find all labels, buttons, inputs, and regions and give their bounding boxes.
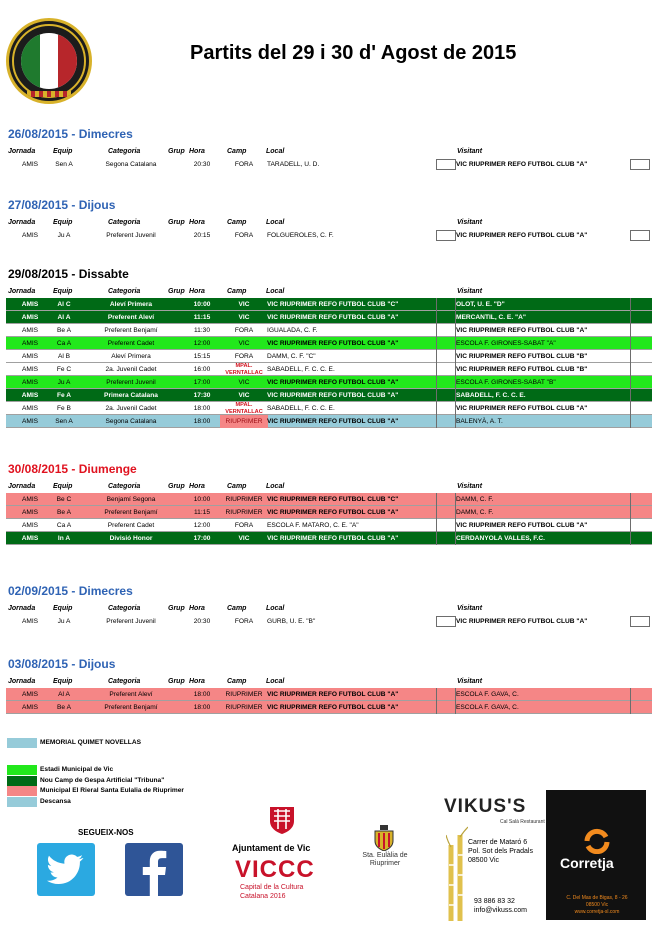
match-row[interactable] (6, 402, 652, 415)
ajuntament-label: Ajuntament de Vic (232, 843, 311, 853)
match-team: Al A (57, 314, 71, 321)
match-category: Preferent Cadet (107, 340, 155, 347)
match-team: Ju A (57, 232, 71, 239)
column-header-grup: Grup (168, 148, 185, 155)
match-category: Segona Catalana (105, 161, 157, 168)
match-team: Fe B (57, 405, 71, 412)
column-header-categoria: Categoria (108, 678, 141, 685)
legend-swatch (7, 797, 37, 807)
column-header-hora: Hora (189, 483, 205, 490)
legend-label: Municipal El Rieral Santa Eulalia de Riuprimer (40, 787, 185, 794)
match-time: 18:00 (193, 405, 211, 412)
match-team: Al C (57, 301, 71, 308)
match-home-team: GURB, U. E. "B" (267, 618, 316, 625)
match-team: Fe C (56, 366, 72, 373)
match-jornada: AMIS (21, 379, 39, 386)
away-score-box[interactable] (630, 230, 650, 241)
legend-swatch (7, 776, 37, 786)
match-category: Primera Catalana (104, 392, 158, 399)
match-away-team: VIC RIUPRIMER REFO FUTBOL CLUB "A" (456, 522, 588, 529)
match-field: FORA (234, 618, 254, 625)
column-header-categoria: Categoria (108, 148, 141, 155)
match-category: Divisió Honor (109, 535, 153, 542)
column-header-grup: Grup (168, 678, 185, 685)
match-field: FORA (234, 353, 254, 360)
match-jornada: AMIS (21, 392, 39, 399)
home-score-box[interactable] (436, 532, 456, 545)
column-header-grup: Grup (168, 605, 185, 612)
match-field: MPAL. VERNTALLAC (225, 363, 263, 376)
away-score-box[interactable] (630, 298, 652, 311)
section-date: 27/08/2015 - Dijous (8, 198, 116, 212)
away-score-box[interactable] (630, 389, 652, 402)
column-header-hora: Hora (189, 678, 205, 685)
column-header-grup: Grup (168, 219, 185, 226)
home-score-box[interactable] (436, 701, 456, 714)
column-header-equip: Equip (53, 605, 73, 612)
home-score-box[interactable] (436, 506, 456, 519)
match-away-team: BALENYÀ, A. T. (456, 418, 503, 425)
vikus-contact: 93 886 83 32 info@vikuss.com (474, 898, 528, 914)
column-header-equip: Equip (53, 678, 73, 685)
match-team: Ca A (56, 522, 72, 529)
column-header-visitant: Visitant (457, 483, 483, 490)
match-home-team: VIC RIUPRIMER REFO FUTBOL CLUB "A" (267, 379, 399, 386)
column-header-categoria: Categoria (108, 483, 141, 490)
home-score-box[interactable] (436, 230, 456, 241)
match-away-team: VIC RIUPRIMER REFO FUTBOL CLUB "B" (456, 366, 588, 373)
match-time: 11:30 (193, 327, 210, 334)
match-home-team: VIC RIUPRIMER REFO FUTBOL CLUB "A" (267, 691, 399, 698)
match-category: Benjamí Segona (106, 496, 156, 503)
match-field: FORA (234, 161, 254, 168)
match-row[interactable] (6, 298, 652, 311)
viccc-logo-text: VICCC (235, 856, 315, 883)
column-header-visitant: Visitant (457, 148, 483, 155)
away-score-box[interactable] (630, 337, 652, 350)
home-score-box[interactable] (436, 350, 456, 363)
match-row[interactable] (6, 158, 652, 171)
legend-swatch (7, 765, 37, 775)
match-team: Al B (57, 353, 71, 360)
match-jornada: AMIS (21, 301, 39, 308)
bamboo-icon (446, 825, 468, 921)
home-score-box[interactable] (436, 363, 456, 376)
column-header-hora: Hora (189, 288, 205, 295)
column-header-categoria: Categoria (108, 605, 141, 612)
match-time: 20:30 (193, 618, 211, 625)
home-score-box[interactable] (436, 311, 456, 324)
match-jornada: AMIS (21, 418, 39, 425)
match-time: 18:00 (193, 418, 211, 425)
match-away-team: VIC RIUPRIMER REFO FUTBOL CLUB "A" (456, 232, 588, 239)
match-field: VIC (238, 340, 250, 347)
viccc-subtitle: Capital de la Cultura Catalana 2016 (240, 884, 304, 900)
match-row[interactable] (6, 389, 652, 402)
match-category: 2a. Juvenil Cadet (105, 405, 157, 412)
match-jornada: AMIS (21, 405, 39, 412)
match-field: RIUPRIMER (225, 704, 263, 711)
match-time: 20:30 (193, 161, 211, 168)
away-score-box[interactable] (630, 532, 652, 545)
match-jornada: AMIS (21, 618, 39, 625)
match-team: Al A (58, 691, 70, 698)
match-away-team: ESCOLA F. GAVA, C. (456, 691, 519, 698)
match-jornada: AMIS (21, 232, 39, 239)
legend-label: Estadi Municipal de Vic (40, 766, 114, 773)
match-jornada: AMIS (21, 535, 39, 542)
match-time: 10:00 (193, 496, 211, 503)
legend-label: Descansa (40, 798, 71, 805)
match-field: VIC (238, 535, 250, 542)
match-jornada: AMIS (21, 327, 39, 334)
away-score-box[interactable] (630, 415, 652, 428)
match-jornada: AMIS (21, 496, 39, 503)
column-header-grup: Grup (168, 483, 185, 490)
match-home-team: VIC RIUPRIMER REFO FUTBOL CLUB "C" (267, 301, 399, 308)
match-jornada: AMIS (21, 353, 39, 360)
home-score-box[interactable] (436, 324, 456, 337)
match-field: VIC (238, 314, 250, 321)
column-header-jornada: Jornada (8, 605, 36, 612)
away-score-box[interactable] (630, 311, 652, 324)
column-header-local: Local (266, 148, 285, 155)
match-field: VIC (238, 392, 250, 399)
match-row[interactable] (6, 688, 652, 701)
home-score-box[interactable] (436, 376, 456, 389)
column-headers (0, 148, 658, 158)
match-away-team: VIC RIUPRIMER REFO FUTBOL CLUB "B" (456, 353, 588, 360)
match-category: Preferent Juvenil (106, 379, 156, 386)
away-score-box[interactable] (630, 519, 652, 532)
away-score-box[interactable] (630, 688, 652, 701)
match-row[interactable] (6, 363, 652, 376)
home-score-box[interactable] (436, 688, 456, 701)
column-header-jornada: Jornada (8, 148, 36, 155)
column-header-visitant: Visitant (457, 605, 483, 612)
column-header-camp: Camp (227, 605, 247, 612)
match-category: Preferent Benjamí (104, 704, 158, 711)
column-header-equip: Equip (53, 219, 73, 226)
match-home-team: VIC RIUPRIMER REFO FUTBOL CLUB "A" (267, 418, 399, 425)
away-score-box[interactable] (630, 402, 652, 415)
match-time: 17:00 (193, 379, 211, 386)
santa-eulalia-crest-icon (373, 825, 395, 851)
page-title: Partits del 29 i 30 d' Agost de 2015 (190, 42, 517, 64)
column-header-hora: Hora (189, 148, 205, 155)
santa-eulalia-label: Sta. Eulàlia de Riuprimer (362, 852, 408, 867)
match-row[interactable] (6, 311, 652, 324)
match-time: 11:15 (193, 509, 210, 516)
match-category: Preferent Juvenil (106, 618, 156, 625)
vikus-subtitle: Cal Salà Restaurant (500, 819, 545, 825)
match-jornada: AMIS (21, 161, 39, 168)
match-category: Preferent Cadet (107, 522, 155, 529)
match-time: 11:15 (193, 314, 211, 321)
match-jornada: AMIS (21, 314, 39, 321)
match-row[interactable] (6, 376, 652, 389)
home-score-box[interactable] (436, 415, 456, 428)
home-score-box[interactable] (436, 298, 456, 311)
column-header-local: Local (266, 288, 285, 295)
match-team: Fe A (56, 392, 72, 399)
section-date: 26/08/2015 - Dimecres (8, 127, 133, 141)
match-home-team: TARADELL, U. D. (267, 161, 320, 168)
match-home-team: SABADELL, F. C. C. E. (267, 405, 335, 412)
match-home-team: VIC RIUPRIMER REFO FUTBOL CLUB "A" (267, 314, 399, 321)
match-row[interactable] (6, 506, 652, 519)
match-team: Be A (57, 704, 71, 711)
section-date: 03/08/2015 - Dijous (8, 657, 116, 671)
memorial-label: MEMORIAL QUIMET NOVELLAS (40, 739, 141, 746)
match-away-team: VIC RIUPRIMER REFO FUTBOL CLUB "A" (456, 327, 588, 334)
match-away-team: MERCANTIL, C. E. "A" (456, 314, 526, 321)
match-row[interactable] (6, 229, 652, 242)
match-away-team: ESCOLA F. GIRONES-SABAT "B" (456, 379, 556, 386)
match-home-team: VIC RIUPRIMER REFO FUTBOL CLUB "C" (267, 496, 399, 503)
match-category: Segona Catalana (105, 418, 157, 425)
away-score-box[interactable] (630, 376, 652, 389)
match-away-team: ESCOLA F. GIRONES-SABAT "A" (456, 340, 556, 347)
match-home-team: DAMM, C. F. "C" (267, 353, 316, 360)
home-score-box[interactable] (436, 159, 456, 170)
column-header-camp: Camp (227, 148, 247, 155)
club-crest-logo (6, 18, 92, 104)
match-time: 12:00 (193, 340, 211, 347)
match-home-team: VIC RIUPRIMER REFO FUTBOL CLUB "A" (267, 340, 399, 347)
match-category: Preferent Juvenil (106, 232, 156, 239)
match-team: In A (57, 535, 71, 542)
section-date: 29/08/2015 - Dissabte (8, 267, 129, 281)
facebook-icon[interactable] (125, 843, 183, 896)
column-header-categoria: Categoria (108, 288, 141, 295)
match-jornada: AMIS (21, 704, 39, 711)
corretja-mark-icon (582, 828, 612, 854)
column-header-camp: Camp (227, 678, 247, 685)
match-jornada: AMIS (21, 509, 39, 516)
match-team: Sen A (55, 418, 73, 425)
column-header-visitant: Visitant (457, 288, 483, 295)
match-field: MPAL. VERNTALLAC (225, 402, 263, 415)
ajuntament-crest-icon (266, 805, 298, 835)
column-header-camp: Camp (227, 288, 247, 295)
match-row[interactable] (6, 493, 652, 506)
match-field: RIUPRIMER (225, 496, 263, 503)
match-time: 10:00 (193, 301, 211, 308)
match-category: Preferent Benjamí (104, 327, 158, 334)
match-time: 18:00 (193, 691, 211, 698)
column-headers (0, 288, 658, 298)
column-header-jornada: Jornada (8, 678, 36, 685)
match-category: Preferent Aleví (109, 691, 153, 698)
column-header-equip: Equip (53, 288, 73, 295)
column-header-hora: Hora (189, 605, 205, 612)
match-time: 17:30 (193, 392, 211, 399)
column-header-local: Local (266, 678, 285, 685)
match-team: Ju A (57, 379, 71, 386)
column-header-categoria: Categoria (108, 219, 141, 226)
match-field: RIUPRIMER (225, 509, 263, 516)
match-field: FORA (234, 327, 254, 334)
column-header-equip: Equip (53, 148, 73, 155)
vikus-address: Carrer de Mataró 6 Pol. Sot dels Pradals 08500 Vic (468, 839, 533, 864)
match-time: 17:00 (193, 535, 211, 542)
match-field: RIUPRIMER (225, 691, 263, 698)
match-category: Preferent Benjamí (104, 509, 158, 516)
home-score-box[interactable] (436, 493, 456, 506)
match-home-team: VIC RIUPRIMER REFO FUTBOL CLUB "A" (267, 392, 399, 399)
away-score-box[interactable] (630, 701, 652, 714)
match-away-team: OLOT, U. E. "D" (456, 301, 505, 308)
match-home-team: VIC RIUPRIMER REFO FUTBOL CLUB "A" (267, 704, 399, 711)
match-home-team: SABADELL, F. C. C. E. (267, 366, 335, 373)
match-row[interactable] (6, 350, 652, 363)
away-score-box[interactable] (630, 363, 652, 376)
home-score-box[interactable] (436, 402, 456, 415)
match-row[interactable] (6, 337, 652, 350)
match-away-team: CERDANYOLA VALLES, F.C. (456, 535, 546, 542)
match-team: Ca A (56, 340, 72, 347)
column-headers (0, 605, 658, 615)
match-row[interactable] (6, 324, 652, 337)
corretja-logo-text: Corretja (560, 855, 614, 871)
column-headers (0, 483, 658, 493)
section-date: 30/08/2015 - Diumenge (8, 462, 137, 476)
match-row[interactable] (6, 415, 652, 428)
match-category: Preferent Aleví (107, 314, 155, 321)
away-score-box[interactable] (630, 324, 652, 337)
match-team: Sen A (55, 161, 73, 168)
column-header-local: Local (266, 605, 285, 612)
match-team: Ju A (57, 618, 71, 625)
match-field: FORA (234, 522, 254, 529)
match-time: 12:00 (193, 522, 211, 529)
match-field: RIUPRIMER (220, 415, 268, 428)
column-header-visitant: Visitant (457, 678, 483, 685)
column-headers (0, 678, 658, 688)
away-score-box[interactable] (630, 493, 652, 506)
match-jornada: AMIS (21, 340, 39, 347)
match-team: Be A (57, 509, 71, 516)
match-home-team: VIC RIUPRIMER REFO FUTBOL CLUB "A" (267, 509, 399, 516)
column-header-camp: Camp (227, 483, 247, 490)
match-time: 18:00 (193, 704, 211, 711)
match-jornada: AMIS (21, 522, 39, 529)
match-away-team: SABADELL, F. C. C. E. (456, 392, 526, 399)
corretja-address: C. Del Mas de Bigas, 8 - 26 08500 Vic www.corretja-sl.com (566, 895, 628, 915)
column-header-visitant: Visitant (457, 219, 483, 226)
match-home-team: ESCOLA F. MATARO, C. E. "A" (267, 522, 359, 529)
match-field: VIC (238, 301, 250, 308)
match-away-team: DAMM, C. F. (456, 496, 494, 503)
home-score-box[interactable] (436, 337, 456, 350)
column-header-hora: Hora (189, 219, 205, 226)
match-away-team: ESCOLA F. GAVA, C. (456, 704, 519, 711)
match-time: 15:15 (193, 353, 211, 360)
vikus-logo-text: VIKUS'S (444, 796, 527, 817)
match-team: Be C (56, 496, 72, 503)
legend-label: Nou Camp de Gespa Artificial "Tribuna" (40, 777, 165, 784)
match-category: 2a. Juvenil Cadet (105, 366, 157, 373)
column-header-local: Local (266, 219, 285, 226)
column-header-local: Local (266, 483, 285, 490)
match-jornada: AMIS (21, 366, 39, 373)
legend-swatch (7, 786, 37, 796)
home-score-box[interactable] (436, 616, 456, 627)
match-home-team: FOLGUEROLES, C. F. (267, 232, 334, 239)
match-away-team: DAMM, C. F. (456, 509, 494, 516)
column-headers (0, 219, 658, 229)
match-time: 20:15 (193, 232, 211, 239)
away-score-box[interactable] (630, 159, 650, 170)
away-score-box[interactable] (630, 616, 650, 627)
memorial-swatch (7, 738, 37, 748)
column-header-jornada: Jornada (8, 483, 36, 490)
match-away-team: VIC RIUPRIMER REFO FUTBOL CLUB "A" (456, 405, 588, 412)
match-home-team: IGUALADA, C. F. (267, 327, 318, 334)
match-home-team: VIC RIUPRIMER REFO FUTBOL CLUB "A" (267, 535, 399, 542)
home-score-box[interactable] (436, 389, 456, 402)
match-away-team: VIC RIUPRIMER REFO FUTBOL CLUB "A" (456, 161, 588, 168)
match-away-team: VIC RIUPRIMER REFO FUTBOL CLUB "A" (456, 618, 588, 625)
away-score-box[interactable] (630, 506, 652, 519)
home-score-box[interactable] (436, 519, 456, 532)
column-header-camp: Camp (227, 219, 247, 226)
match-team: Be A (57, 327, 71, 334)
match-row[interactable] (6, 519, 652, 532)
away-score-box[interactable] (630, 350, 652, 363)
column-header-equip: Equip (53, 483, 73, 490)
match-category: Aleví Primera (111, 353, 151, 360)
match-field: VIC (238, 379, 250, 386)
column-header-jornada: Jornada (8, 288, 36, 295)
match-row[interactable] (6, 701, 652, 714)
match-field: FORA (234, 232, 254, 239)
section-date: 02/09/2015 - Dimecres (8, 584, 133, 598)
column-header-grup: Grup (168, 288, 185, 295)
twitter-icon[interactable] (37, 843, 95, 896)
column-header-jornada: Jornada (8, 219, 36, 226)
match-row[interactable] (6, 532, 652, 545)
match-category: Aleví Primera (109, 301, 153, 308)
follow-us-label: SEGUEIX-NOS (78, 828, 134, 837)
match-jornada: AMIS (21, 691, 39, 698)
match-row[interactable] (6, 615, 652, 628)
match-time: 16:00 (193, 366, 211, 373)
